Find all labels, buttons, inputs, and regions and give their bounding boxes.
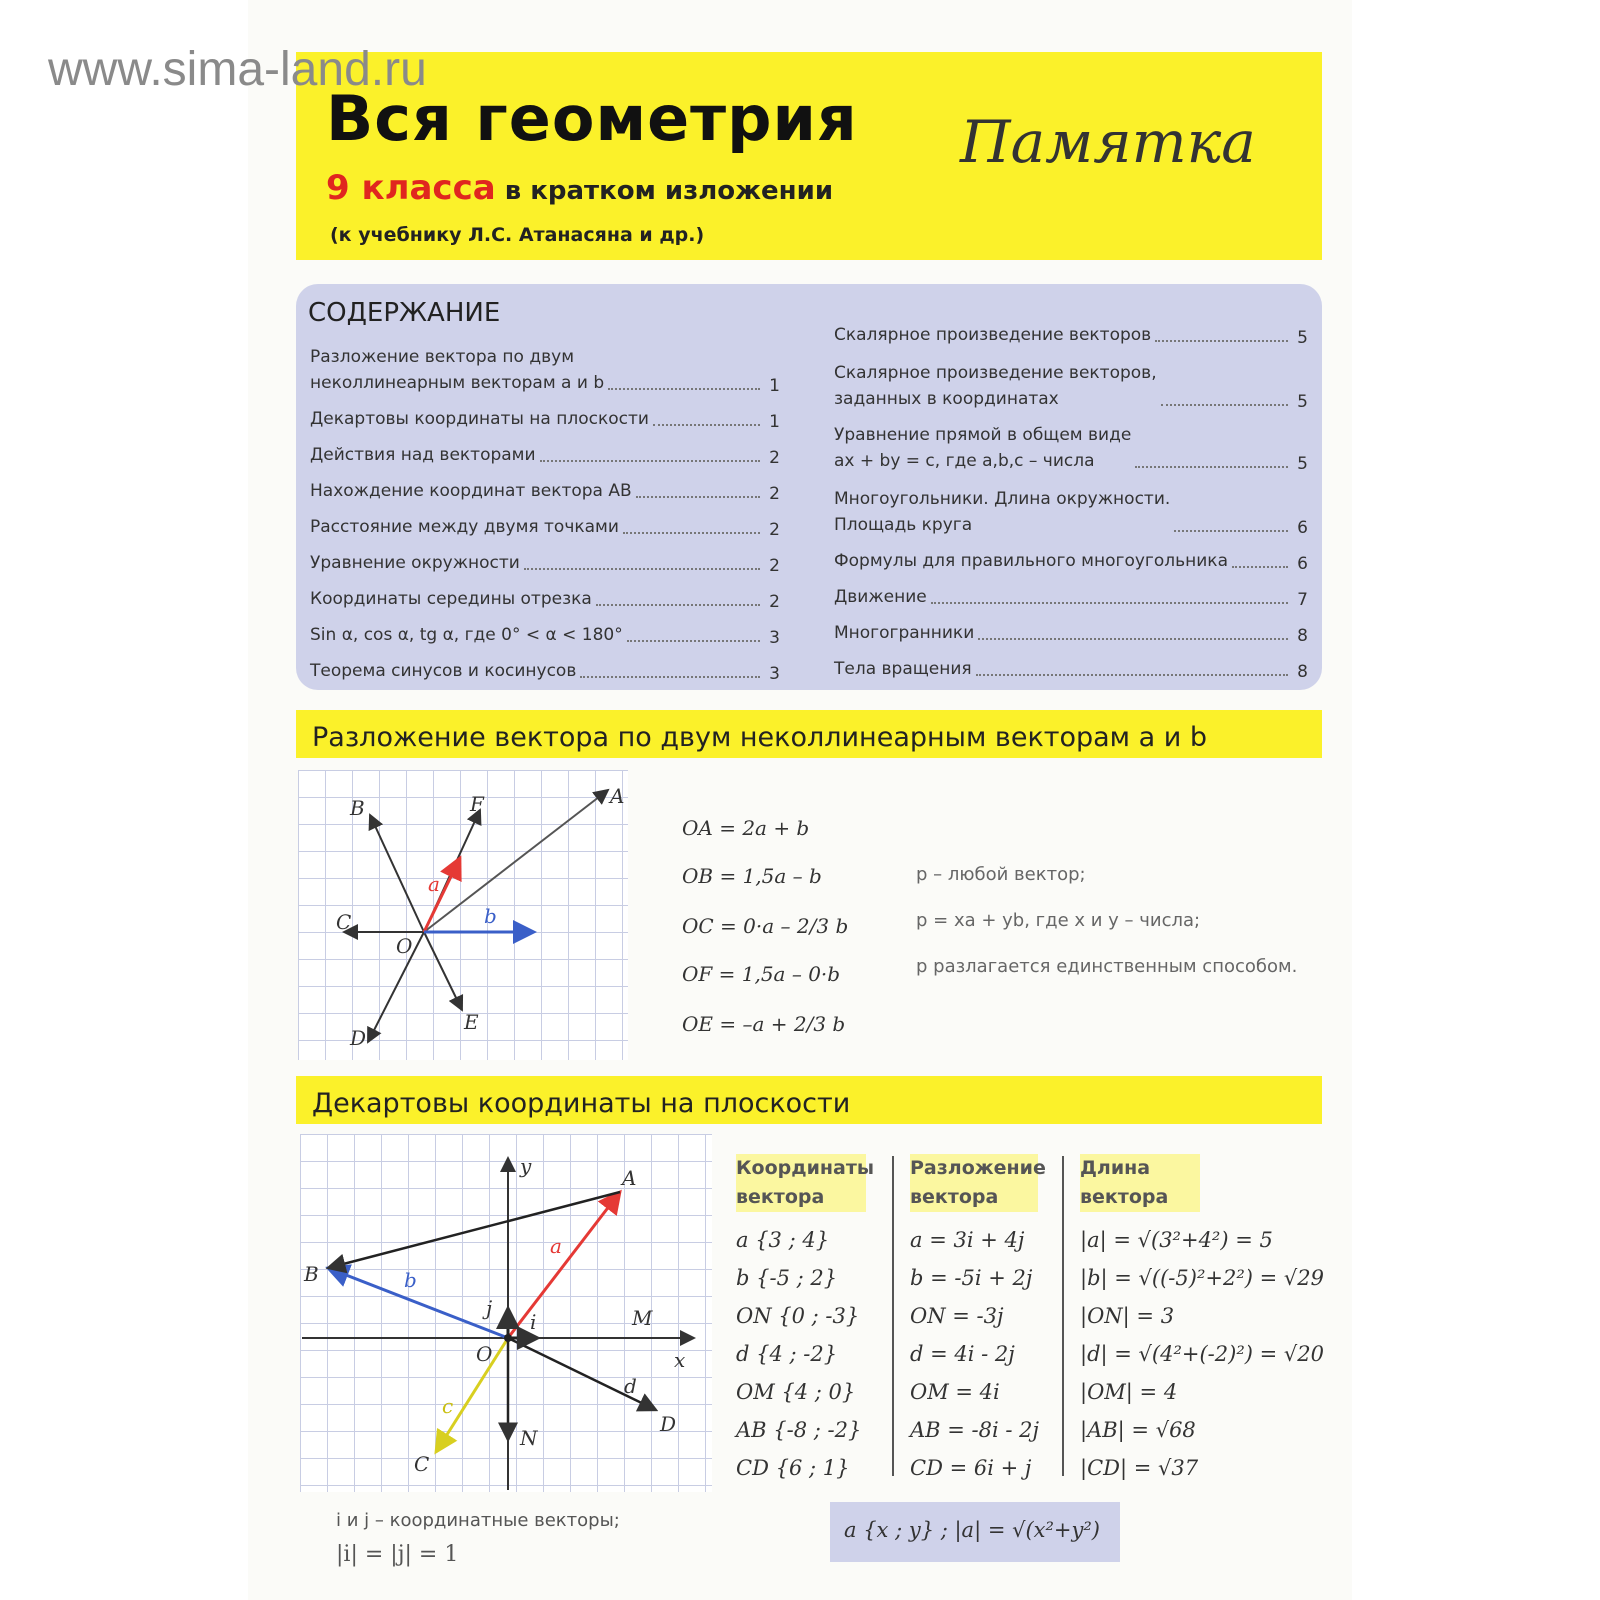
formula-OE: OE = –a + 2/3 b — [682, 1012, 846, 1036]
column-header-3: Длина вектора — [1080, 1154, 1200, 1212]
label-D: D — [350, 1026, 367, 1050]
toc-item-label: Координаты середины отрезка — [310, 589, 592, 609]
label-vec-a: a — [550, 1234, 562, 1258]
note-unique: p разлагается единственным способом. — [916, 956, 1298, 977]
label-vec-d: d — [624, 1374, 637, 1398]
toc-item-page: 1 — [769, 412, 780, 432]
toc-item-label: Движение — [834, 587, 927, 607]
section2-title: Декартовы координаты на плоскости — [312, 1088, 851, 1119]
coords-row-7: CD {6 ; 1} — [736, 1456, 850, 1480]
toc-item-page: 6 — [1297, 518, 1308, 538]
toc-item-label: Действия над векторами — [310, 445, 536, 465]
column-header-2: Разложение вектора — [910, 1154, 1038, 1212]
toc-item-label: Формулы для правильного многоугольника — [834, 551, 1228, 571]
page-title: Вся геометрия — [326, 82, 858, 155]
coords-row-3: ON {0 ; -3} — [736, 1304, 860, 1328]
toc-item-page: 8 — [1297, 662, 1308, 682]
toc-item-label: Нахождение координат вектора AB — [310, 481, 632, 501]
toc-item-label: Многоугольники. Длина окружности. Площадь круга — [834, 489, 1171, 535]
label-vec-b: b — [484, 904, 497, 928]
length-formula: a {x ; y} ; |a| = √(x²+y²) — [844, 1518, 1100, 1542]
lengths-row-2: |b| = √((-5)²+2²) = √29 — [1080, 1266, 1324, 1290]
toc-item-page: 2 — [769, 448, 780, 468]
label-vec-c: c — [442, 1394, 454, 1418]
toc-item-label: Sin α, cos α, tg α, где 0° < α < 180° — [310, 625, 623, 645]
label-y: y — [520, 1154, 532, 1178]
label-vec-a: a — [428, 872, 440, 896]
formula-OB: OB = 1,5a – b — [682, 864, 822, 888]
coords-row-4: d {4 ; -2} — [736, 1342, 838, 1366]
label-O: O — [396, 934, 413, 958]
toc-item-label: Теорема синусов и косинусов — [310, 661, 577, 681]
label-B: B — [350, 796, 365, 820]
formula-OA: OA = 2a + b — [682, 816, 810, 840]
label-x: x — [674, 1348, 686, 1372]
formula-OC: OC = 0·a – 2/3 b — [682, 914, 849, 938]
toc-item-page: 3 — [769, 628, 780, 648]
toc-item-page: 6 — [1297, 554, 1308, 574]
label-O: O — [476, 1342, 493, 1366]
coords-row-1: a {3 ; 4} — [736, 1228, 830, 1252]
toc-item-page: 2 — [769, 592, 780, 612]
coords-row-5: OM {4 ; 0} — [736, 1380, 856, 1404]
expansions-row-6: AB = -8i - 2j — [910, 1418, 1040, 1442]
toc-item-page: 7 — [1297, 590, 1308, 610]
toc-item-label: Тела вращения — [834, 659, 972, 679]
label-vec-i: i — [530, 1310, 537, 1334]
note-any-vector: p – любой вектор; — [916, 864, 1086, 885]
toc-item-page: 3 — [769, 664, 780, 684]
label-vec-b: b — [404, 1268, 417, 1292]
toc-item-label: Скалярное произведение векторов — [834, 325, 1152, 345]
toc-item-page: 2 — [769, 520, 780, 540]
coords-row-2: b {-5 ; 2} — [736, 1266, 838, 1290]
label-C: C — [336, 910, 352, 934]
label-N: N — [520, 1426, 538, 1450]
textbook-note: (к учебнику Л.С. Атанасяна и др.) — [330, 224, 705, 246]
toc-item-page: 5 — [1297, 328, 1308, 348]
toc-item-page: 5 — [1297, 392, 1308, 412]
toc-item-label: Многогранники — [834, 623, 975, 643]
label-B: B — [304, 1262, 319, 1286]
column-header-1: Координаты вектора — [736, 1154, 866, 1212]
toc-item-label: Разложение вектора по двум неколлинеарным векторам a и b — [310, 347, 605, 393]
toc-item-label: Уравнение окружности — [310, 553, 520, 573]
label-M: M — [632, 1306, 653, 1330]
coords-row-6: AB {-8 ; -2} — [736, 1418, 862, 1442]
expansions-row-2: b = -5i + 2j — [910, 1266, 1033, 1290]
note-unit: |i| = |j| = 1 — [336, 1542, 459, 1567]
vector-a — [508, 1192, 620, 1338]
lengths-row-1: |a| = √(3²+4²) = 5 — [1080, 1228, 1273, 1252]
toc-item-label: Скалярное произведение векторов, заданных в координатах — [834, 363, 1157, 409]
lengths-row-6: |AB| = √68 — [1080, 1418, 1196, 1442]
origin-point — [504, 1334, 512, 1342]
lengths-row-7: |CD| = √37 — [1080, 1456, 1199, 1480]
vector-b — [328, 1268, 508, 1338]
formula-OF: OF = 1,5a – 0·b — [682, 962, 841, 986]
expansions-row-5: OM = 4i — [910, 1380, 1000, 1404]
toc-item-label: Декартовы координаты на плоскости — [310, 409, 649, 429]
toc-item-label: Уравнение прямой в общем виде ax + by = c, где a,b,c – числа — [834, 425, 1132, 471]
label-D: D — [660, 1412, 677, 1436]
expansions-row-1: a = 3i + 4j — [910, 1228, 1025, 1252]
label-vec-j: j — [486, 1296, 493, 1320]
toc-item-page: 2 — [769, 556, 780, 576]
label-A: A — [610, 784, 625, 808]
vector-AB — [328, 1192, 620, 1268]
column-divider-2 — [1062, 1156, 1064, 1476]
lengths-row-4: |d| = √(4²+(-2)²) = √20 — [1080, 1342, 1324, 1366]
watermark: www.sima-land.ru — [48, 43, 427, 96]
note-basis: i и j – координатные векторы; — [336, 1510, 620, 1531]
toc-item-page: 5 — [1297, 454, 1308, 474]
toc-item-label: Расстояние между двумя точками — [310, 517, 619, 537]
toc-heading: СОДЕРЖАНИЕ — [308, 298, 501, 328]
section1-title: Разложение вектора по двум неколлинеарным векторам a и b — [312, 722, 1208, 753]
column-divider-1 — [892, 1156, 894, 1476]
note-decomposition: p = xa + yb, где x и y – числа; — [916, 910, 1201, 931]
expansions-row-3: ON = -3j — [910, 1304, 1004, 1328]
lengths-row-5: |OM| = 4 — [1080, 1380, 1178, 1404]
toc-item-page: 1 — [769, 376, 780, 396]
subtitle-rest: в кратком изложении — [495, 176, 834, 206]
memo-label: Памятка — [960, 108, 1256, 176]
expansions-row-7: CD = 6i + j — [910, 1456, 1032, 1480]
label-C: C — [414, 1452, 430, 1476]
label-F: F — [470, 792, 484, 816]
toc-item-page: 2 — [769, 484, 780, 504]
expansions-row-4: d = 4i - 2j — [910, 1342, 1015, 1366]
grade-label: 9 класса — [326, 168, 496, 208]
toc-item-page: 8 — [1297, 626, 1308, 646]
label-E: E — [464, 1010, 479, 1034]
lengths-row-3: |ON| = 3 — [1080, 1304, 1175, 1328]
label-A: A — [622, 1166, 637, 1190]
